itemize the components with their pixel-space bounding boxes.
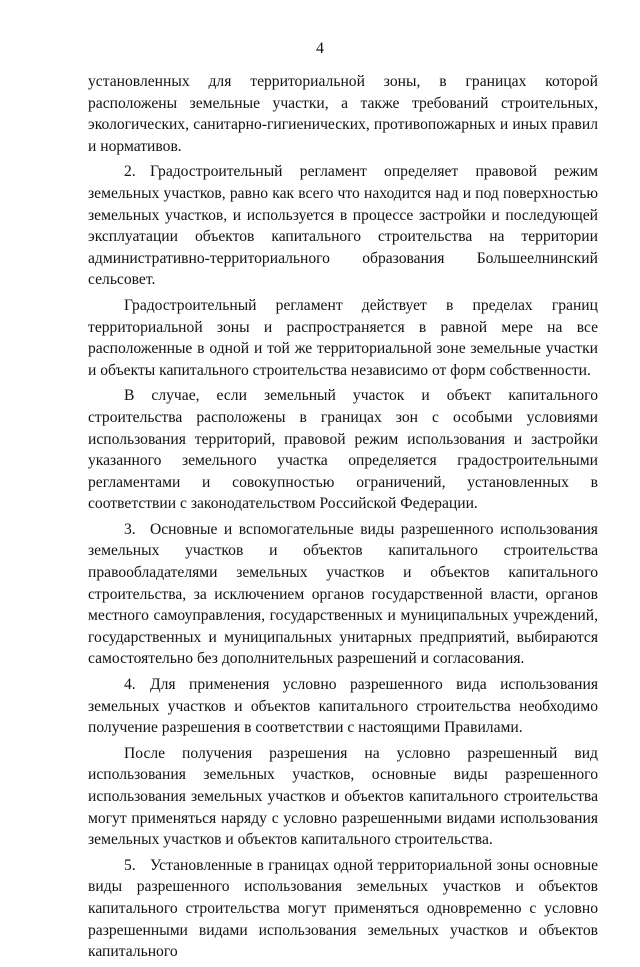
paragraph-text: В случае, если земельный участок и объект капитального строительства расположены в границах зон с особыми условиями использования территорий, правовой режим использования и застройки указанного земельного участка определяется градостроительными регламентами и совокупностью ограничений, установленных в соответствии с законодательством Российской Федерации.	[88, 387, 598, 513]
paragraph-text: Градостроительный регламент действует в пределах границ территориальной зоны и распространяется в равной мере на все расположенные в одной и той же территориальной зоне земельные участки и объекты капитального строительства независимо от форм собственности.	[88, 296, 598, 379]
paragraph-text: После получения разрешения на условно разрешенный вид использования земельных участков, основные виды разрешенного использования земельных участков и объектов капитального строительства могут применяться наряду с условно разрешенными видами использования земельных участков и объектов капитального строительства.	[88, 744, 598, 849]
paragraph-text: Установленные в границах одной территориальной зоны основные виды разрешенного использования земельных участков и объектов капитального строительства могут применяться одновременно с условно разрешенными видами использования земельных участков и объектов капитального	[88, 856, 598, 961]
paragraph-text: установленных для территориальной зоны, в границах которой расположены земельные участки, а также требований строительных, экологических, санитарно-гигиенических, противопожарных и иных правил и нормативов.	[88, 73, 598, 155]
paragraph-item-5	[88, 855, 598, 963]
paragraph	[88, 295, 598, 381]
paragraph-item-2	[88, 161, 598, 291]
paragraph-number: 4.	[124, 676, 136, 694]
page-number: 4	[316, 40, 324, 57]
document-body	[88, 71, 598, 967]
paragraph-continuation	[88, 71, 598, 157]
paragraph-number: 3.	[124, 520, 136, 538]
paragraph	[88, 743, 598, 851]
paragraph-number: 5.	[124, 856, 136, 874]
paragraph-text: Основные и вспомогательные виды разрешенного использования земельных участков и объектов капитального строительства правообладателями земельных участков и объектов капитального строительства, за исключением органов государственной власти, органов местного самоуправления, государственных и муниципальных учреждений, государственных и муниципальных унитарных предприятий, выбираются самостоятельно без дополнительных разрешений и согласования.	[88, 520, 598, 668]
paragraph-item-4	[88, 674, 598, 739]
paragraph-item-3	[88, 519, 598, 670]
paragraph	[88, 385, 598, 515]
paragraph-text: Градостроительный регламент определяет правовой режим земельных участков, равно как всего что находится над и под поверхностью земельных участков, и используется в процессе застройки и последующей эксплуатации объектов капитального строительства на территории административно-территориального образования Большеелнинский сельсовет.	[88, 163, 598, 289]
paragraph-text: Для применения условно разрешенного вида использования земельных участков и объектов капитального строительства необходимо получение разрешения в соответствии с настоящими Правилами.	[88, 676, 598, 737]
paragraph-number: 2.	[124, 163, 136, 181]
